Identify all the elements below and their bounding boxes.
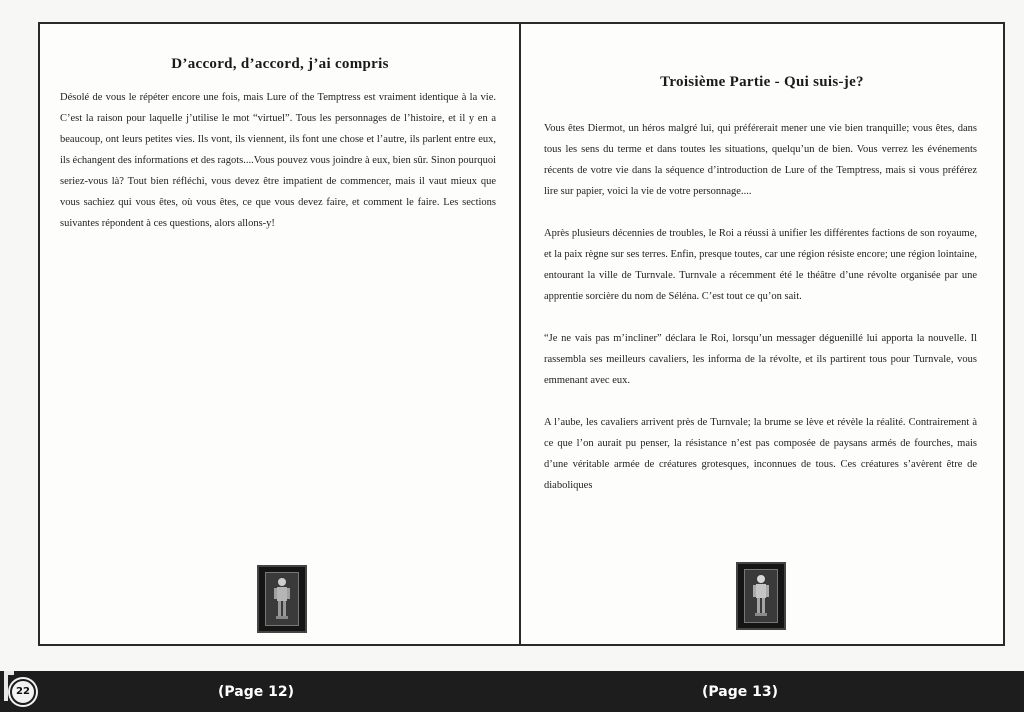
left-page-body bbox=[40, 73, 520, 234]
knight-figure-icon bbox=[257, 565, 307, 633]
knight-figure-icon bbox=[736, 562, 786, 630]
right-page-body bbox=[521, 91, 1003, 496]
footer-right-page-label: (Page 13) bbox=[702, 684, 779, 700]
left-page bbox=[38, 22, 522, 646]
footer-left-page-label: (Page 12) bbox=[218, 684, 295, 700]
right-page-title: Troisième Partie - Qui suis-je? bbox=[660, 74, 864, 90]
left-page-title: D’accord, d’accord, j’ai compris bbox=[171, 56, 389, 72]
page-number-badge: 22 bbox=[10, 679, 36, 705]
right-paragraph-1: Vous êtes Diermot, un héros malgré lui, qui préférerait mener une vie bien tranquille; vous êtes, dans tous les sens du terme et dans toutes les situations, quelqu’un de bien. Vous verrez les événements récents de votre vie dans la séquence d’introduction de Lure of the Temptress, mais si vous préférez lire sur papier, voici la vie de votre personnage.... bbox=[544, 123, 977, 197]
right-page bbox=[519, 22, 1005, 646]
right-paragraph-2: Après plusieurs décennies de troubles, le Roi a réussi à unifier les différentes factions de son royaume, et la paix règne sur ses terres. Enfin, presque toutes, car une région résiste encore; une région lointaine, entourant la ville de Turnvale. Turnvale a récemment été le théâtre d’une révolte organisée par une apprentie sorcière du nom de Séléna. C’est tout ce qu’on sait. bbox=[544, 228, 977, 302]
right-paragraph-4: A l’aube, les cavaliers arrivent près de Turnvale; la brume se lève et révèle la réalité. Contrairement à ce que l’on aurait pu penser, la résistance n’est pas composée de paysans armés de fourches, mais d’une véritable armée de créatures grotesques, inconnues de tous. Ces créatures s’avèrent être de diaboliques bbox=[544, 417, 977, 491]
left-paragraph-1: Désolé de vous le répéter encore une fois, mais Lure of the Temptress est vraiment identique à la vie. C’est la raison pour laquelle j’utilise le mot “virtuel”. Tous les personnages de l’histoire, et il y en a beaucoup, ont leurs petites vies. Ils vont, ils viennent, ils font une chose et l’autre, ils parlent entre eux, ils échangent des informations et des ragots....Vous pouvez vous joindre à eux, bien sûr. Sinon pourquoi seriez-vous là? Tout bien réfléchi, vous devez être impatient de commencer, mais il vaut mieux que vous sachiez qui vous êtes, où vous êtes, ce que vous devez faire, et comment le faire. Les sections suivantes répondent à ces questions, alors allons-y! bbox=[60, 92, 496, 229]
footer-bar bbox=[0, 671, 1024, 712]
right-paragraph-3: “Je ne vais pas m’incliner” déclara le Roi, lorsqu’un messager déguenillé lui apporta la nouvelle. Il rassembla ses meilleurs cavaliers, les informa de la révolte, et ils partirent tous pour Turnvale, vous emmenant avec eux. bbox=[544, 333, 977, 386]
